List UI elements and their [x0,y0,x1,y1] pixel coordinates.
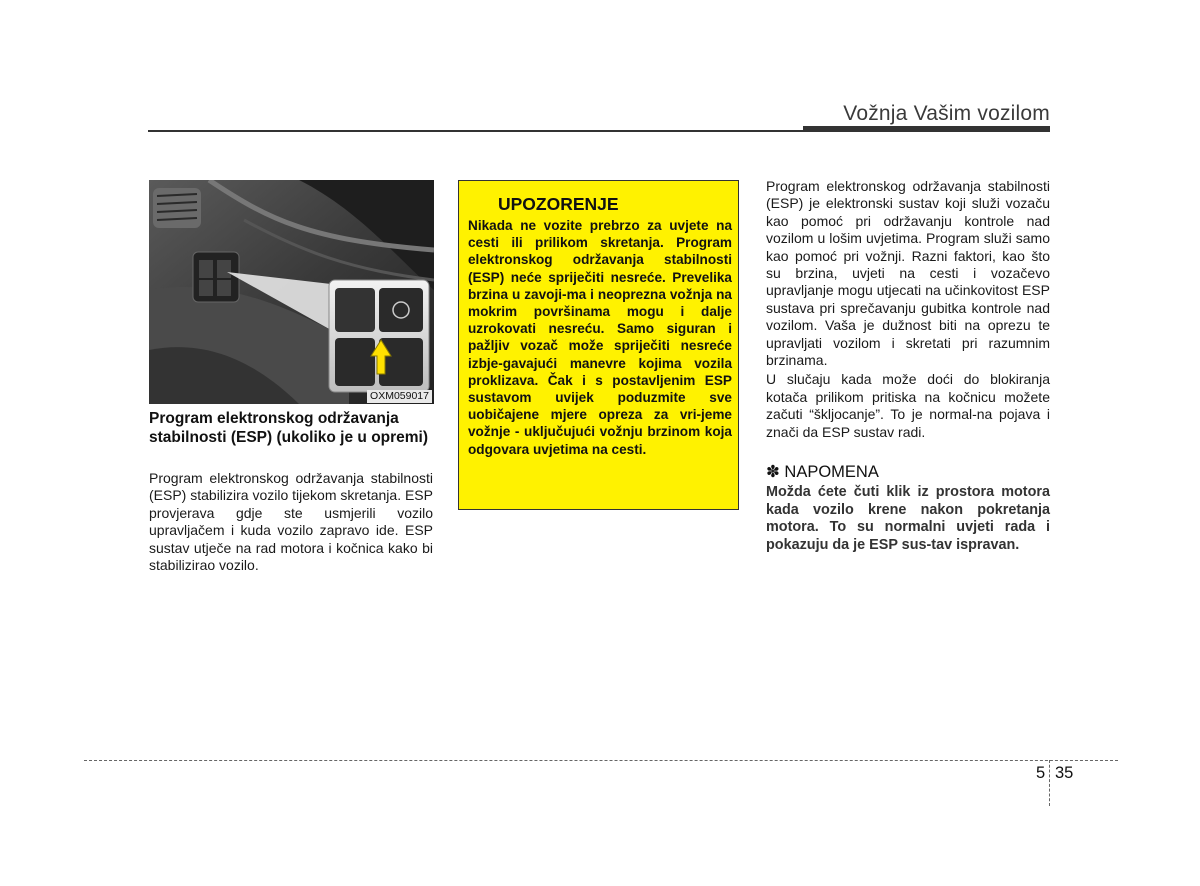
figure-code: OXM059017 [367,390,432,403]
page-number-divider [1049,760,1050,806]
note-title: ✽ NAPOMENA [766,463,879,482]
note-text: Možda ćete čuti klik iz prostora motora kada vozilo krene nakon pokretanja motora. To su normalni uvjeti rada i pokazuju da je ESP sus-tav ispravan. [766,484,1050,553]
footer-rule [84,760,1118,761]
esp-intro-text: Program elektronskog održavanja stabilnosti (ESP) stabilizira vozilo tijekom skretanja. ESP provjerava gdje ste usmjerili vozilo upravljačem i kuda vozilo zapravo ide. ESP sustav utječe na rad motora i kočnica kako bi stabilizirao vozilo. [149,470,433,574]
dashboard-illustration [149,180,434,404]
warning-box [458,180,739,510]
esp-description-paragraph: Program elektronskog održavanja stabilnosti (ESP) je elektronski sustav koji služi vozaču kao pomoć pri održavanju kontrole nad vozilom u lošim uvjetima. Program služi samo kao pomoć pri vožnji. Razni faktori, kao što su brzina, uvjeti na cesti i vozačevo upravljanje mogu utjecati na učinkovitost ESP sustava pri sprečavanju gubitka kontrole nad vozilom. Vaša je dužnost biti na oprezu te upravljati vozilom i skretati pri razumnim brzinama. [766,178,1050,369]
page-number: 35 [1055,764,1074,782]
chapter-number: 5 [1036,764,1046,782]
brake-click-paragraph: U slučaju kada može doći do blokiranja kotača prilikom pritiska na kočnicu možete začuti “škljocanje”. To je normal-na pojava i znači da ESP sustav radi. [766,371,1050,440]
warning-text: Nikada ne vozite prebrzo za uvjete na cesti ili prilikom skretanja. Program elektronskog održavanja stabilnosti (ESP) neće spriječiti nesreće. Prevelika brzina u zavoji-ma i neoprezna vožnja na mokrim površinama mogu i dalje uzrokovati nesreću. Samo siguran i pažljiv vozač može spriječiti nesreće izbje-gavajući manevre kojima vozila proklizava. Čak i s postavljenim ESP sustavom uvijek poduzmite sve uobičajene mjere opreza za vri-jeme vožnje - uključujući vožnju brzinom koja odgovara uvjetima na cesti. [468,218,732,457]
esp-heading: Program elektronskog održavanja stabilnosti (ESP) (ukoliko je u opremi) [149,410,429,446]
esp-switch-photo [149,180,434,404]
section-title: Vožnja Vašim vozilom [843,102,1050,125]
header-rule-accent [803,126,1050,132]
right-column [766,178,1050,554]
warning-title: UPOZORENJE [498,194,619,214]
